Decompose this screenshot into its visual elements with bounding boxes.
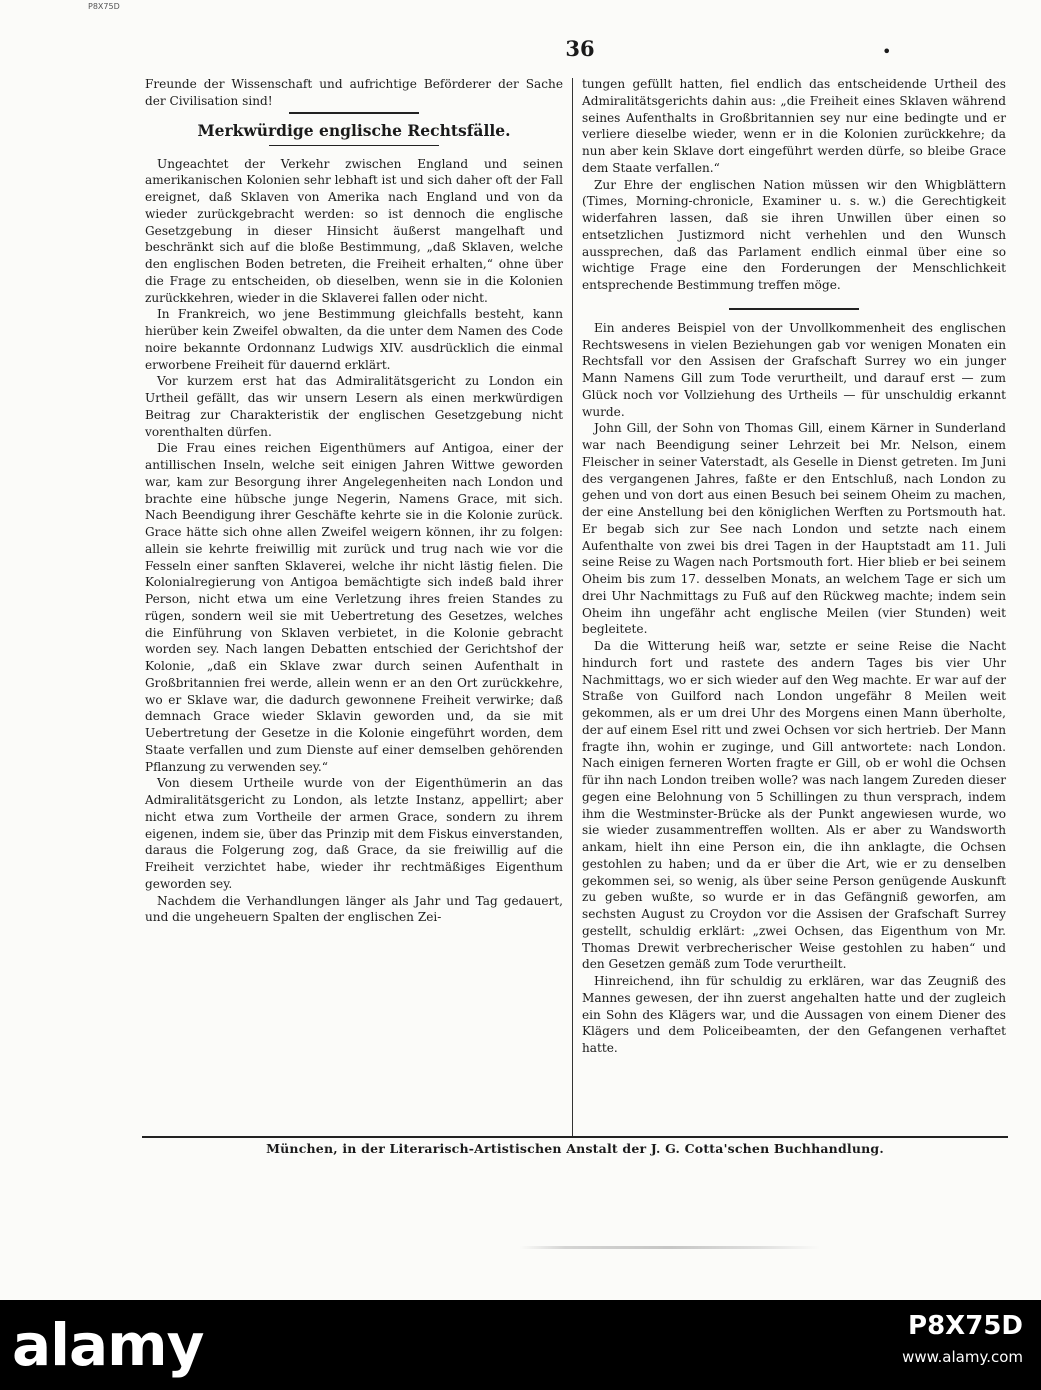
article-paragraph: Zur Ehre der englischen Nation müssen wir den Whigblättern (Times, Morning-chronicle, Examiner u. s. w.) die Gerechtigkeit widerfahren lassen, daß sie ihren Unwillen über einen so entsetzlichen Justizmord nicht verhehlen und den Wunsch aussprechen, daß das Parlament endlich einmal über eine so wichtige Frage eine den Forderungen der Menschlichkeit entsprechende Bestimmung treffen möge. — [582, 177, 1006, 292]
publisher-imprint: München, in der Literarisch-Artistischen Anstalt der J. G. Cotta'schen Buchhandlung. — [266, 1141, 884, 1156]
stock-banner — [0, 1300, 1041, 1390]
article-paragraph: Ungeachtet der Verkehr zwischen England und seinen amerikanischen Kolonien sehr lebhaft ist und sich daher oft der Fall ereignet, daß Sklaven von Amerika nach England und von da wieder zurückgebracht werden: so ist dennoch die englische Gesetzgebung in dieser Hinsicht äußerst mangelhaft und beschränkt sich auf die bloße Bestimmung, „daß Sklaven, welche den englischen Boden betreten, die Freiheit erhalten,“ ohne über die Frage zu entscheiden, ob dieselben, wenn sie in die Kolonien zurückkehren, wieder in die Sklaverei fallen oder nicht. — [145, 156, 563, 305]
separator-rule — [729, 308, 859, 310]
article-heading: Merkwürdige englische Rechtsfälle. — [197, 120, 511, 140]
left-column — [145, 76, 563, 926]
page-dot: • — [882, 42, 892, 61]
banner-image-id: P8X75D — [908, 1311, 1023, 1341]
corner-image-id: P8X75D — [88, 2, 120, 11]
article-paragraph: John Gill, der Sohn von Thomas Gill, einem Kärner in Sunderland war nach Beendigung seiner Lehrzeit bei Mr. Nelson, einem Fleischer in seiner Vaterstadt, als Geselle in Dienst getreten. Im Juni des vergangenen Jahres, faßte er den Entschluß, nach London zu gehen und von dort aus einen Besuch bei seinem Oheim zu machen, der eine Anstellung bei den königlichen Werften zu Portsmouth hat. Er begab sich zur See nach London und setzte nach einem Aufenthalte von zwei bis drei Tagen in der Hauptstadt am 11. Juli seine Reise zu Wagen nach Portsmouth fort. Hier blieb er bei seinem Oheim bis zum 17. desselben Monats, an welchem Tage er sich um drei Uhr Nachmittags zu Fuß auf den Rückweg machte; indem sein Oheim ihn ungefähr acht englische Meilen (vier Stunden) weit begleitete. — [582, 421, 1006, 637]
article-paragraph: In Frankreich, wo jene Bestimmung gleichfalls besteht, kann hierüber kein Zweifel obwalten, da die unter dem Namen des Code noire bekannte Ordonnanz Ludwigs XIV. ausdrücklich die einmal erworbene Freiheit für dauernd erklärt. — [145, 307, 563, 372]
article-paragraph: Hinreichend, ihn für schuldig zu erklären, war das Zeugniß des Mannes gewesen, der ihn zuerst angehalten hatte und der zugleich ein Sohn des Klägers war, und die Aussagen von einem Diener des Klägers und dem Policeibeamten, der den Gefangenen verhaftet hatte. — [582, 974, 1006, 1055]
banner-meta — [902, 1308, 1023, 1370]
separator-rule — [289, 112, 419, 114]
article-continuation: tungen gefüllt hatten, fiel endlich das entscheidende Urtheil des Admiralitätsgerichts dahin aus: „die Freiheit eines Sklaven während seines Aufenthalts in Großbritannien sey nur eine bedingte und er verliere dieselbe wieder, wenn er in die Kolonien zurückkehre; da nun aber kein Sklave dort eingeführt werden dürfe, so bleibe Grace dem Staate verfallen.“ — [582, 77, 1006, 175]
article-paragraph: Ein anderes Beispiel von der Unvollkommenheit des englischen Rechtswesens in vielen Beziehungen gab vor wenigen Monaten ein Rechtsfall vor den Assisen der Grafschaft Surrey wo ein junger Mann Namens Gill zum Tode verurtheilt, und darauf erst — zum Glück noch vor Vollziehung des Urtheils — für unschuldig erkannt wurde. — [582, 320, 1006, 419]
right-column — [582, 76, 1006, 1057]
alamy-logo: alamy — [12, 1311, 204, 1379]
article-paragraph: Von diesem Urtheile wurde von der Eigenthümerin an das Admiralitätsgericht zu London, als letzte Instanz, appellirt; aber nicht etwa zum Vortheile der armen Grace, sondern zu ihrem eigenen, indem sie, über das Prinzip mit dem Fiskus einverstanden, daraus die Folgerung zog, daß Grace, da sie freiwillig auf die Freiheit verzichtet habe, wieder ihr rechtmäßiges Eigenthum geworden sey. — [145, 776, 563, 891]
footer-rule — [142, 1136, 1008, 1138]
banner-url: www.alamy.com — [902, 1348, 1023, 1366]
heading-underline — [269, 145, 439, 146]
article-paragraph: Da die Witterung heiß war, setzte er seine Reise die Nacht hindurch fort und rastete des andern Tages bis vier Uhr Nachmittags, wo er sich wieder auf den Weg machte. Er war auf der Straße von Guilford nach London ungefähr 8 Meilen weit gekommen, als er um drei Uhr des Morgens einen Mann überholte, der auf einem Esel ritt und zwei Ochsen vor sich hertrieb. Der Mann fragte ihn, wohin er zuginge, und Gill antwortete: nach London. Nach einigen ferneren Worten fragte er Gill, ob er wohl die Ochsen für ihn nach London treiben wolle? was nach langem Zureden dieser gegen eine Belohnung von 5 Schillingen zu thun versprach, indem ihm die Westminster-Brücke als der Punkt angewiesen wurde, wo sie wieder zusammentreffen wollten. Als er aber zu Wandsworth ankam, hielt ihn eine Person ein, die ihn anklagte, die Ochsen gestohlen zu haben; und da er über die Art, wie er zu denselben gekommen sei, so wenig, als über seine Person genügende Auskunft zu geben wußte, so wurde er in das Gefängniß geworfen, am sechsten August zu Croydon vor die Assisen der Grafschaft Surrey gestellt, schuldig erklärt: „zwei Ochsen, das Eigenthum von Mr. Thomas Drewit verbrecherischer Weise gestohlen zu haben“ und den Gesetzen gemäß zum Tode verurtheilt. — [582, 639, 1006, 972]
article-paragraph: Die Frau eines reichen Eigenthümers auf Antigoa, einer der antillischen Inseln, welche seit einigen Jahren Wittwe geworden war, kam zur Besorgung ihrer Angelegenheiten nach London und brachte eine hübsche junge Negerin, Namens Grace, mit sich. Nach Beendigung ihrer Geschäfte kehrte sie in die Kolonie zurück. Grace hätte sich ohne allen Zweifel weigern können, ihr zu folgen: allein sie kehrte freiwillig mit zurück und trug nach wie vor die Fesseln einer sanften Sklaverei, welche ihr nicht lästig fielen. Die Kolonialregierung von Antigoa bemächtigte sich indeß bald ihrer Person, nicht etwa um eine Verletzung ihres freien Standes zu rügen, sondern weil sie mit Uebertretung des Gesetzes, welches die Einführung von Sklaven verbietet, in die Kolonie gebracht worden sey. Nach langen Debatten entschied der Gerichtshof der Kolonie, „daß ein Sklave zwar durch seinen Aufenthalt in Großbritannien frei werde, allein wenn er an den Ort zurückkehre, wo er Sklave war, die dadurch gewonnene Freiheit verwirke; daß demnach Grace wieder Sklavin geworden und, da sie mit Uebertretung der Gesetze in die Kolonie eingeführt worden, dem Staate verfallen und zum Dienste auf einer demselben gehörenden Pflanzung zu verwenden sey.“ — [145, 441, 563, 774]
article-paragraph: Vor kurzem erst hat das Admiralitätsgericht zu London ein Urtheil gefällt, das wir unsern Lesern als einen merkwürdigen Beitrag zur Charakteristik der englischen Gesetzgebung nicht vorenthalten dürfen. — [145, 374, 563, 439]
page-number: 36 — [565, 36, 595, 61]
column-divider — [572, 78, 573, 1138]
article-paragraph: Nachdem die Verhandlungen länger als Jahr und Tag gedauert, und die ungeheuern Spalten der englischen Zei- — [145, 893, 563, 925]
scan-smudge — [520, 1246, 820, 1249]
intro-text: Freunde der Wissenschaft und aufrichtige Beförderer der Sache der Civilisation sind! — [145, 77, 563, 108]
